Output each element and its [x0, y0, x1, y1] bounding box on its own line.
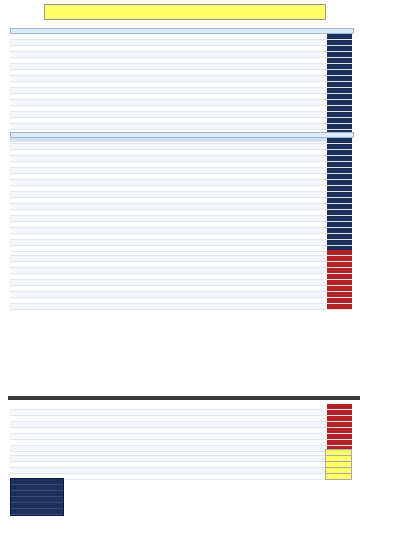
- ledger-row-total: [327, 174, 352, 179]
- column-header-month: [286, 133, 307, 137]
- ledger-row-total: [327, 150, 352, 155]
- ledger-row-total: [327, 138, 352, 143]
- ledger-row-total: [327, 198, 352, 203]
- ledger-row-total: [327, 46, 352, 51]
- ledger-row-total: [327, 274, 352, 279]
- ledger-row-total: [327, 256, 352, 261]
- column-headers: [11, 133, 353, 137]
- ledger-row-total: [327, 280, 352, 285]
- ledger-row-total: [327, 410, 352, 415]
- column-header-month: [94, 133, 115, 137]
- column-header-month: [94, 29, 115, 33]
- ledger-row-total: [327, 228, 352, 233]
- column-header-month: [179, 133, 200, 137]
- ledger-row-total: [327, 144, 352, 149]
- ledger-row-total: [327, 210, 352, 215]
- ledger-row-total: [327, 94, 352, 99]
- ledger-row-total: [327, 422, 352, 427]
- ledger-row-total: [325, 473, 352, 480]
- saidas-rows: [10, 138, 352, 252]
- ledger-row-total: [327, 262, 352, 267]
- column-header-month: [201, 29, 222, 33]
- summary-box: [10, 478, 64, 516]
- column-header-month: [222, 29, 243, 33]
- column-header-month: [201, 133, 222, 137]
- ledger-row-total: [327, 124, 352, 129]
- ledger-row-total: [327, 106, 352, 111]
- report-page-1: [8, 4, 360, 394]
- ledger-row-total: [327, 40, 352, 45]
- ledger-row-total: [327, 286, 352, 291]
- ledger-row-total: [327, 434, 352, 439]
- ledger-row-total: [327, 100, 352, 105]
- column-header-month: [73, 133, 94, 137]
- ledger-row-total: [327, 156, 352, 161]
- report-page-2: [8, 402, 360, 542]
- ledger-row-total: [327, 440, 352, 445]
- column-header-month: [158, 29, 179, 33]
- ledger-row-total: [327, 168, 352, 173]
- page-divider: [8, 396, 360, 400]
- ledger-row-total: [327, 34, 352, 39]
- ledger-row-total: [327, 216, 352, 221]
- column-header-month: [307, 133, 328, 137]
- ledger-row-total: [327, 234, 352, 239]
- ledger-row-total: [327, 118, 352, 123]
- column-header-month: [286, 29, 307, 33]
- ledger-row-total: [327, 180, 352, 185]
- ledger-row-total: [327, 112, 352, 117]
- ledger-row-total: [327, 268, 352, 273]
- ledger-row-total: [327, 298, 352, 303]
- ledger-row-total: [327, 186, 352, 191]
- column-header-month: [222, 133, 243, 137]
- page2-block1-rows: [10, 404, 352, 452]
- column-header-month: [179, 29, 200, 33]
- summary-row: [11, 509, 63, 515]
- column-header-label: [11, 29, 73, 33]
- ledger-row-total: [327, 250, 352, 255]
- ledger-row-total: [327, 162, 352, 167]
- ledger-row-total: [327, 240, 352, 245]
- ledger-row-total: [327, 304, 352, 309]
- ledger-row-total: [327, 404, 352, 409]
- ledger-row-total: [327, 416, 352, 421]
- column-header-month: [243, 133, 264, 137]
- ledger-row-total: [327, 192, 352, 197]
- ledger-row-total: [327, 76, 352, 81]
- page2-block2-rows: [10, 450, 352, 480]
- entradas-rows: [10, 34, 352, 142]
- ledger-row-total: [327, 58, 352, 63]
- column-header-total: [328, 133, 353, 137]
- ledger-row: [10, 304, 352, 310]
- column-header-month: [73, 29, 94, 33]
- resumo-rows: [10, 250, 352, 310]
- ledger-row-total: [327, 428, 352, 433]
- column-header-month: [307, 29, 328, 33]
- ledger-row-total: [327, 64, 352, 69]
- ledger-row-total: [327, 82, 352, 87]
- column-header-month: [264, 29, 285, 33]
- report-header-band: [44, 4, 326, 20]
- ledger-row-total: [327, 204, 352, 209]
- column-header-month: [116, 133, 137, 137]
- ledger-row-total: [327, 52, 352, 57]
- column-header-label: [11, 133, 73, 137]
- column-headers: [11, 29, 353, 33]
- column-header-total: [328, 29, 353, 33]
- ledger-row-total: [327, 292, 352, 297]
- ledger-row-total: [327, 88, 352, 93]
- ledger-row-total: [327, 222, 352, 227]
- column-header-month: [137, 29, 158, 33]
- column-header-month: [264, 133, 285, 137]
- column-header-month: [137, 133, 158, 137]
- column-header-month: [116, 29, 137, 33]
- column-header-month: [158, 133, 179, 137]
- column-header-month: [243, 29, 264, 33]
- ledger-row-total: [327, 70, 352, 75]
